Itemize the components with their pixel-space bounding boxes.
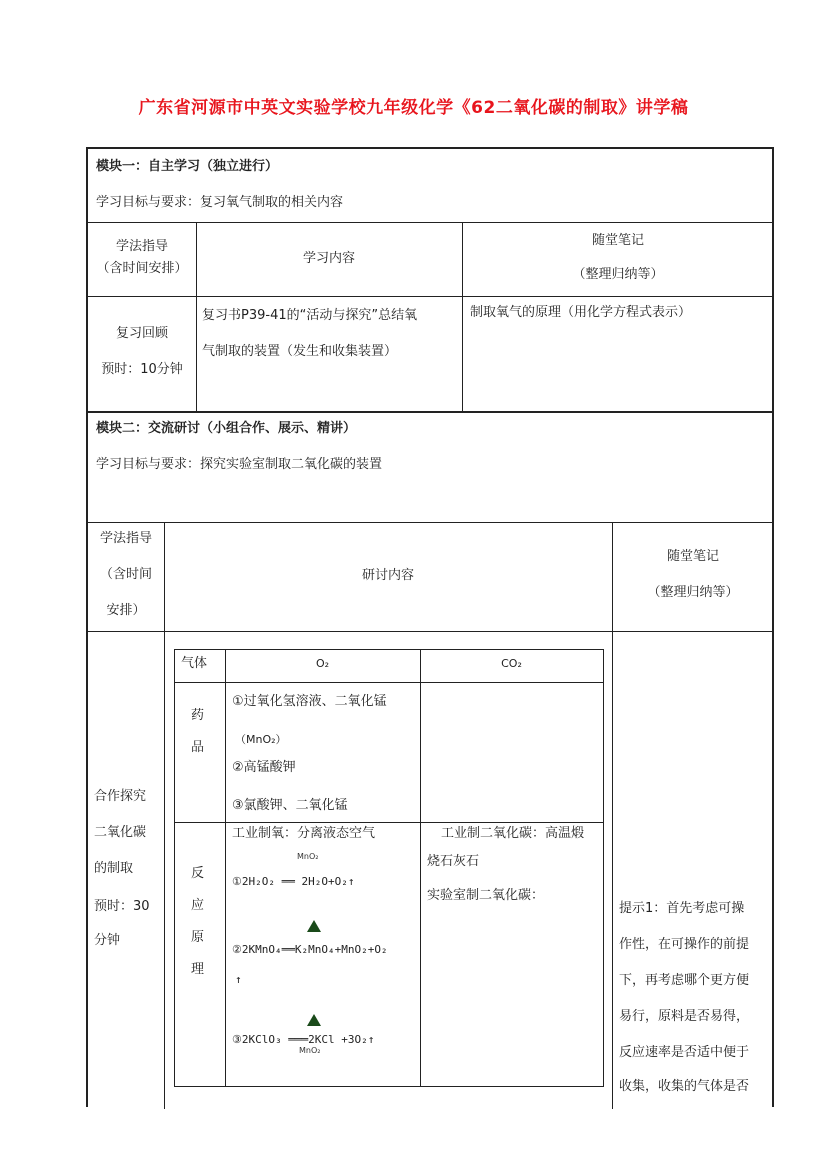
tip-line-2: 作性，在可操作的前提 [619,937,750,952]
h-o2: O₂ [315,657,330,670]
r1-label-1: 药 [191,708,205,723]
module1-heading: 模块一：自主学习（独立进行） [96,159,279,174]
r1-o2-3: ②高锰酸钾 [232,760,296,775]
r2-co2-3: 实验室制二氧化碳： [427,888,545,903]
tip-line-3: 下，再考虑哪个更方便 [619,973,750,988]
r2-mno2-b: MnO₂ [299,1046,321,1055]
document-title: 广东省河源市中英文实验学校九年级化学《62二氧化碳的制取》讲学稿 [138,98,689,118]
r1-o2-2: （MnO₂） [235,733,287,746]
gas-comparison-table [174,649,604,1087]
r2-o2-industrial: 工业制氧：分离液态空气 [232,826,376,841]
r2-label-4: 理 [191,962,205,977]
m2-col2-header: 研讨内容 [361,568,414,583]
r2-eq2: ②2KMnO₄══K₂MnO₄+MnO₂+O₂ [232,943,388,956]
m1-row-col1: 复习回顾 [115,326,168,341]
m2-col1-header-2: （含时间 [99,567,152,582]
m1-col1-header-sub: （含时间安排） [96,261,188,276]
tip-line-1: 提示1：首先考虑可操 [619,901,745,916]
r2-label-2: 应 [191,898,205,913]
r1-o2-4: ③氯酸钾、二氧化锰 [232,798,348,813]
m2-left-5: 分钟 [94,933,121,948]
module1-goal: 学习目标与要求：复习氧气制取的相关内容 [96,195,344,210]
r1-o2-1: ①过氧化氢溶液、二氧化锰 [232,694,387,709]
m1-row-col1-time: 预时：10分钟 [101,362,183,377]
module2-goal: 学习目标与要求：探究实验室制取二氧化碳的装置 [96,457,383,472]
r2-label-1: 反 [191,866,205,881]
m1-row-col2-b: 气制取的装置（发生和收集装置） [202,344,398,359]
r2-eq2b: ↑ [235,973,242,986]
m1-row-col2: 复习书P39-41的“活动与探究”总结氧 [202,308,418,323]
r2-eq1: ①2H₂O₂ ══ 2H₂O+O₂↑ [232,875,355,888]
r2-eq3: ③2KClO₃ ═══2KCl +3O₂↑ [232,1033,375,1046]
m1-col2-header: 学习内容 [302,251,355,266]
r2-mno2-a: MnO₂ [297,852,319,861]
r2-co2-2: 烧石灰石 [427,854,480,869]
m2-left-4: 预时：30 [94,899,150,914]
m1-col3-header-sub: （整理归纳等） [572,267,664,282]
r1-label-2: 品 [191,740,205,755]
m1-row-col3: 制取氧气的原理（用化学方程式表示） [470,305,692,320]
heat-triangle-icon-2 [307,1014,321,1026]
worksheet-table [86,147,774,1107]
heat-triangle-icon [307,920,321,932]
h-co2: CO₂ [501,657,522,670]
r2-label-3: 原 [191,930,205,945]
tip-line-4: 易行，原料是否易得， [619,1009,750,1024]
tip-line-5: 反应速率是否适中便于 [619,1045,750,1060]
m2-col1-header-3: 安排） [106,603,146,618]
r2-co2-1: 工业制二氧化碳：高温煅 [441,826,585,841]
m2-col1-header-1: 学法指导 [99,531,152,546]
h-gas: 气体 [181,656,208,671]
m2-col3-header-sub: （整理归纳等） [647,585,739,600]
m2-left-1: 合作探究 [94,789,147,804]
m1-col3-header: 随堂笔记 [591,233,644,248]
module2-heading: 模块二：交流研讨（小组合作、展示、精讲） [96,421,357,436]
m2-left-2: 二氧化碳 [94,825,147,840]
m2-left-3: 的制取 [94,861,134,876]
m2-col3-header: 随堂笔记 [666,549,719,564]
m1-col1-header: 学法指导 [115,239,168,254]
tip-line-6: 收集，收集的气体是否 [619,1079,750,1094]
